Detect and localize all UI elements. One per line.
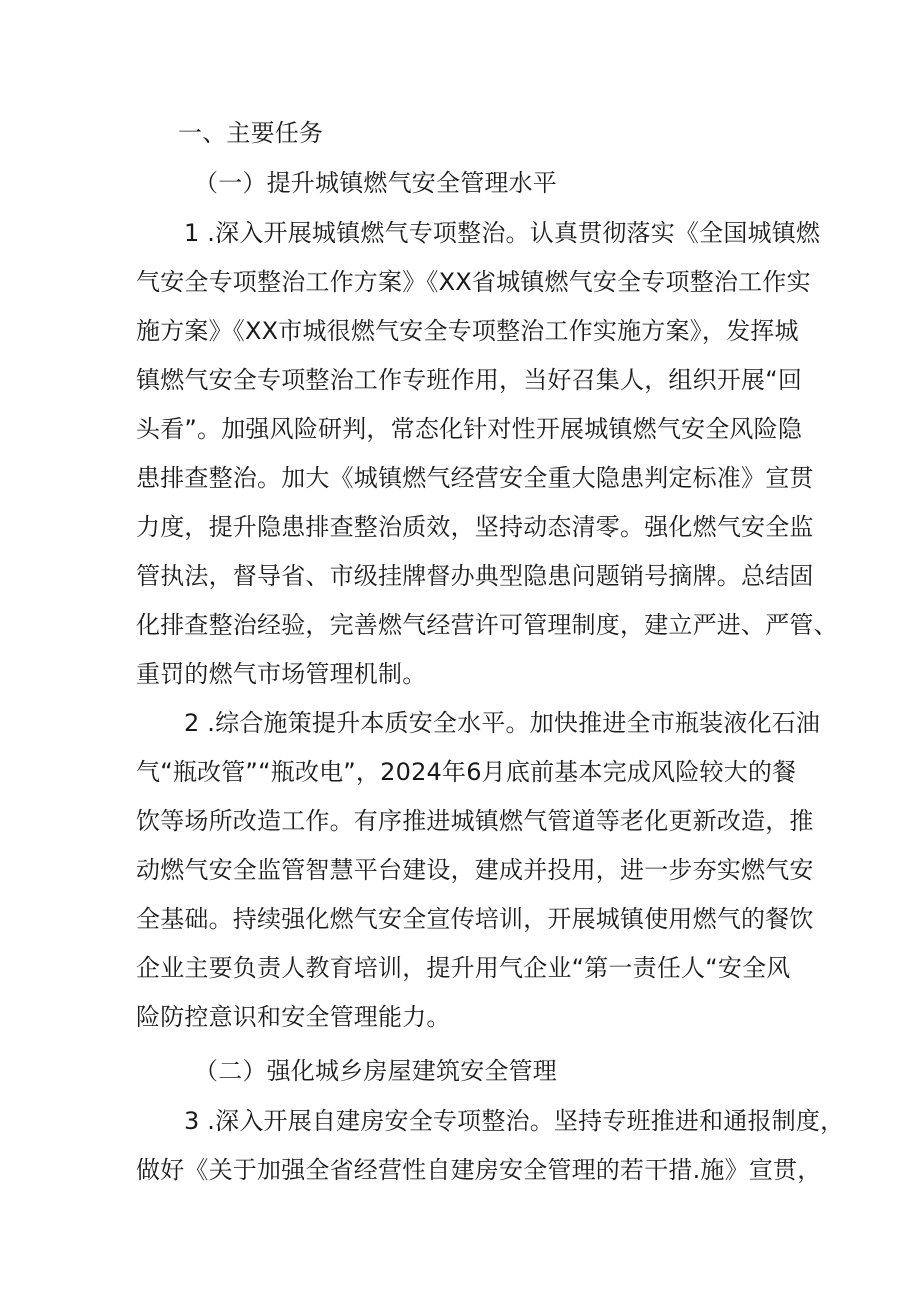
section-title-1: （一）提升城镇燃气安全管理水平: [194, 169, 557, 197]
paragraph-line: 患排查整治。加大《城镇燃气经营安全重大隐患判定标准》宣贯: [136, 464, 814, 492]
paragraph-line: 化排查整治经验，完善燃气经营许可管理制度，建立严进、严管、: [136, 611, 838, 639]
paragraph-line: 管执法，督导省、市级挂牌督办典型隐患问题销号摘牌。总结固: [136, 562, 814, 590]
paragraph-line: 1 .深入开展城镇燃气专项整治。认真贯彻落实《全国城镇燃: [184, 219, 821, 247]
paragraph-line: 企业主要负责人教育培训，提升用气企业“第一责任人“安全风: [136, 954, 791, 982]
paragraph-line: 饮等场所改造工作。有序推进城镇燃气管道等老化更新改造，推: [136, 807, 814, 835]
paragraph-line: 镇燃气安全专项整治工作专班作用，当好召集人，组织开展“回: [136, 366, 803, 394]
paragraph-line: 险防控意识和安全管理能力。: [136, 1003, 451, 1031]
paragraph-line: 2 .综合施策提升本质安全水平。加快推进全市瓶装液化石油: [184, 709, 821, 737]
paragraph-line: 动燃气安全监管智慧平台建设，建成并投用，进一步夯实燃气安: [136, 856, 814, 884]
paragraph-line: 头看”。加强风险研判，常态化针对性开展城镇燃气安全风险隐: [136, 415, 803, 443]
paragraph-line: 重罚的燃气市场管理机制。: [136, 660, 427, 688]
paragraph-line: 气安全专项整治工作方案》《XX省城镇燃气安全专项整治工作实: [136, 268, 811, 296]
section-title-2: （二）强化城乡房屋建筑安全管理: [194, 1057, 557, 1085]
heading-main-tasks: 一、主要任务: [178, 119, 324, 147]
paragraph-line: 力度，提升隐患排查整治质效，坚持动态清零。强化燃气安全监: [136, 513, 814, 541]
paragraph-line: 气“瓶改管”“瓶改电”，2024年6月底前基本完成风险较大的餐: [136, 758, 797, 786]
paragraph-line: 做好《关于加强全省经营性自建房安全管理的若干措.施》宣贯，: [136, 1156, 822, 1184]
paragraph-line: 施方案》《XX市城很燃气安全专项整治工作实施方案》，发挥城: [136, 317, 799, 345]
paragraph-line: 全基础。持续强化燃气安全宣传培训，开展城镇使用燃气的餐饮: [136, 905, 814, 933]
paragraph-line: 3 .深入开展自建房安全专项整治。坚持专班推进和通报制度，: [184, 1107, 845, 1135]
